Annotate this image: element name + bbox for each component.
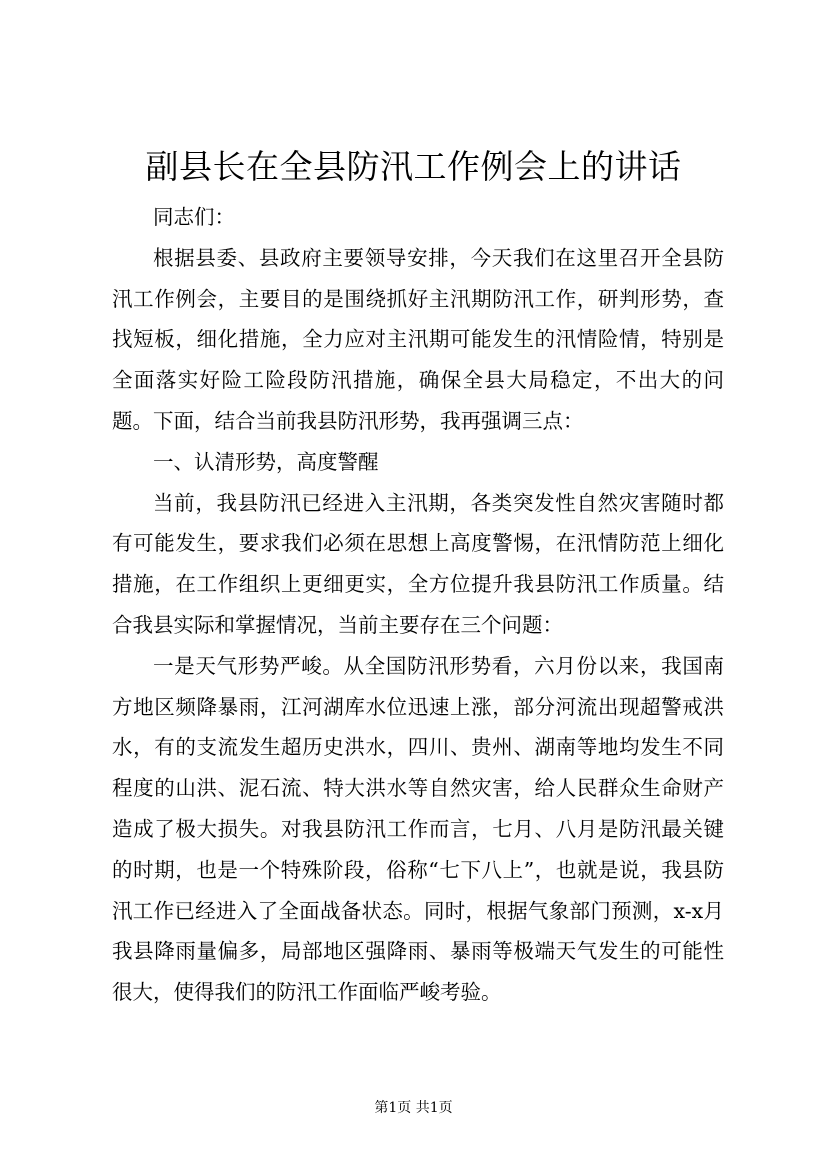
salutation-paragraph: 同志们： [153,205,235,229]
situation-paragraph: 当前，我县防汛已经进入主汛期，各类突发性自然灾害随时都有可能发生，要求我们必须在思想上高度警惕，在汛情防范上细化措施，在工作组织上更细更实，全方位提升我县防汛工作质量。结合我县实际和掌握情况，当前主要存在三个问题： [112,490,724,637]
page-footer: 第1页 共1页 [374,1100,453,1116]
section-heading: 一、认清形势，高度警醒 [153,449,379,474]
document-body [112,197,724,1013]
intro-paragraph: 根据县委、县政府主要领导安排，今天我们在这里召开全县防汛工作例会，主要目的是围绕抓好主汛期防汛工作，研判形势，查找短板，细化措施，全力应对主汛期可能发生的汛情险情，特别是全面落实好险工险段防汛措施，确保全县大局稳定，不出大的问题。下面，结合当前我县防汛形势，我再强调三点： [112,245,724,433]
document-title: 副县长在全县防汛工作例会上的讲话 [145,147,682,186]
weather-paragraph: 一是天气形势严峻。从全国防汛形势看，六月份以来，我国南方地区频降暴雨，江河湖库水位迅速上涨，部分河流出现超警戒洪水，有的支流发生超历史洪水，四川、贵州、湖南等地均发生不同程度的山洪、泥石流、特大洪水等自然灾害，给人民群众生命财产造成了极大损失。对我县防汛工作而言，七月、八月是防汛最关键的时期，也是一个特殊阶段，俗称“七下八上”，也就是说，我县防汛工作已经进入了全面战备状态。同时，根据气象部门预测，x-x月我县降雨量偏多，局部地区强降雨、暴雨等极端天气发生的可能性很大，使得我们的防汛工作面临严峻考验。 [112,653,724,1005]
